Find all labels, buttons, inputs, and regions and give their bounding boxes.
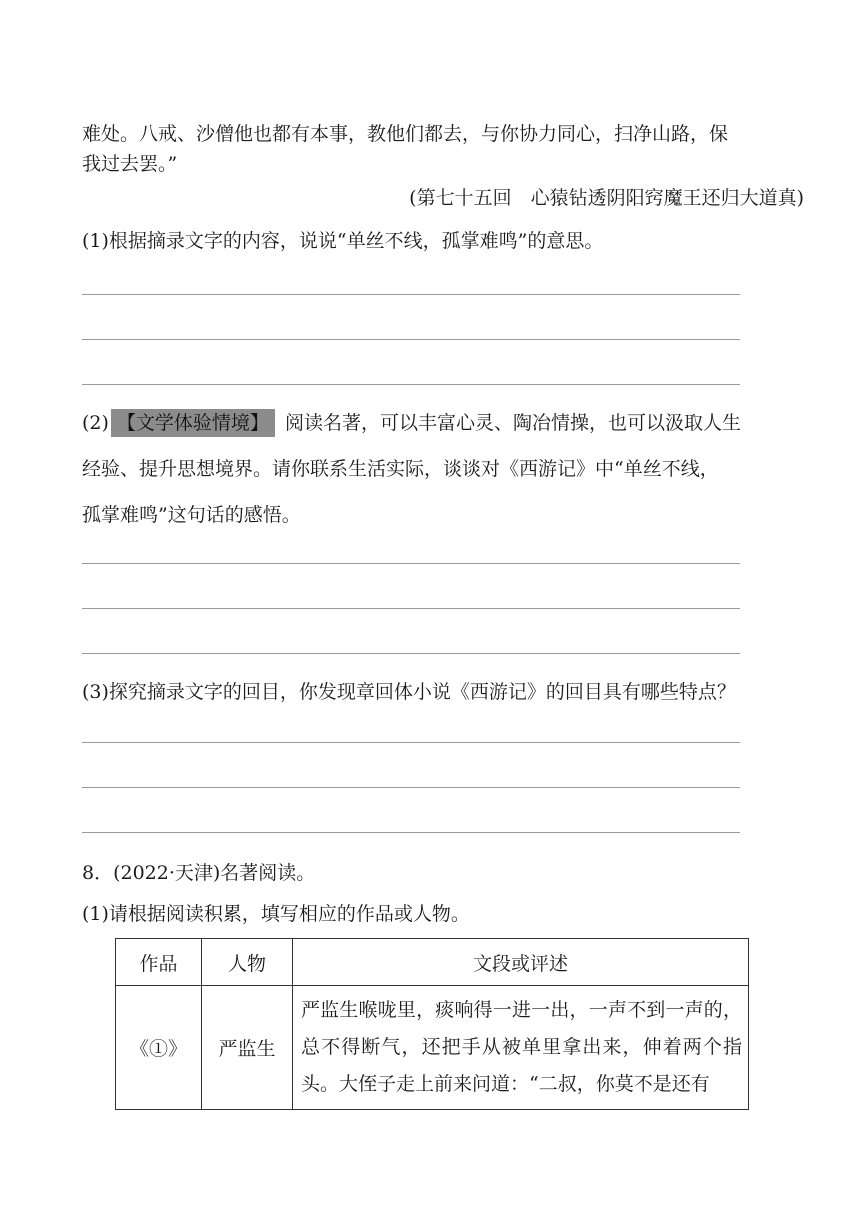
answer-line-q3-3[interactable] <box>82 832 740 833</box>
answer-line-q1-2[interactable] <box>82 339 740 340</box>
passage-line-2: 我过去罢。” <box>82 153 178 175</box>
question-8-sub-1: (1)请根据阅读积累，填写相应的作品或人物。 <box>82 903 470 925</box>
question-2-text: 阅读名著，可以丰富心灵、陶冶情操，也可以汲取人生 <box>284 412 741 434</box>
answer-line-q2-1[interactable] <box>82 563 740 564</box>
passage-source: (第七十五回 心猿钻透阴阳窍魔王还归大道真) <box>409 187 804 209</box>
question-1: (1)根据摘录文字的内容，说说“单丝不线，孤掌难鸣”的意思。 <box>82 230 604 252</box>
answer-line-q1-3[interactable] <box>82 384 740 385</box>
question-2-line-3: 孤掌难鸣”这句话的感悟。 <box>82 504 301 526</box>
header-character: 人物 <box>202 939 293 986</box>
header-work: 作品 <box>116 939 202 986</box>
literary-experience-tag: 【文学体验情境】 <box>111 409 275 437</box>
answer-line-q2-2[interactable] <box>82 608 740 609</box>
cell-character: 严监生 <box>202 986 293 1110</box>
works-table <box>115 938 749 1110</box>
cell-excerpt: 严监生喉咙里，痰响得一进一出，一声不到一声的，总不得断气，还把手从被单里拿出来，伸着两个指头。大侄子走上前来问道：“二叔，你莫不是还有 <box>293 986 749 1110</box>
passage-line-1: 难处。八戒、沙僧他也都有本事，教他们都去，与你协力同心，扫净山路，保 <box>82 123 729 145</box>
header-excerpt: 文段或评述 <box>293 939 749 986</box>
answer-line-q3-1[interactable] <box>82 742 740 743</box>
question-2-number: (2) <box>82 412 109 434</box>
question-2-line-2: 经验、提升思想境界。请你联系生活实际，谈谈对《西游记》中“单丝不线， <box>82 458 719 480</box>
answer-line-q1-1[interactable] <box>82 294 740 295</box>
answer-line-q2-3[interactable] <box>82 653 740 654</box>
answer-line-q3-2[interactable] <box>82 787 740 788</box>
question-2-line-1 <box>82 409 741 437</box>
question-8-title: 8．(2022·天津)名著阅读。 <box>82 862 316 884</box>
table-header-row <box>116 939 749 986</box>
table-row <box>116 986 749 1110</box>
cell-work-blank[interactable]: 《①》 <box>116 986 202 1110</box>
question-3: (3)探究摘录文字的回目，你发现章回体小说《西游记》的回目具有哪些特点？ <box>82 681 736 703</box>
